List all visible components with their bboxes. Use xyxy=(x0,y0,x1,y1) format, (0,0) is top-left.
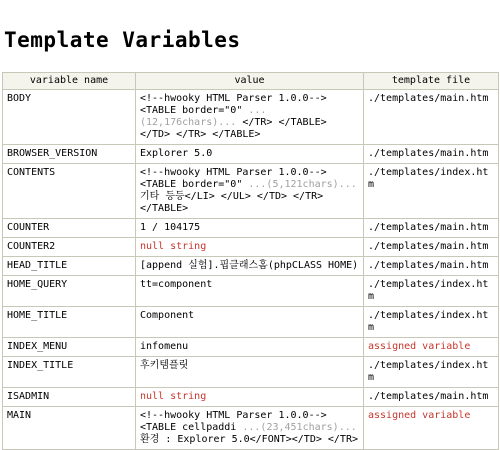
template-file-cell: ./templates/index.htm xyxy=(364,357,499,388)
variable-name-cell: BODY xyxy=(3,90,136,145)
variable-name-cell: ISADMIN xyxy=(3,388,136,407)
truncation-note: ...(23,451chars)... xyxy=(242,422,357,433)
variable-value-cell xyxy=(136,90,364,145)
table-row xyxy=(3,307,499,338)
variable-name-cell: HOME_TITLE xyxy=(3,307,136,338)
variable-name-cell: INDEX_MENU xyxy=(3,338,136,357)
value-text-tail: 환경 : Explorer 5.0</FONT></TD> </TR> xyxy=(140,434,358,445)
table-row xyxy=(3,388,499,407)
template-file-cell: ./templates/main.htm xyxy=(364,257,499,276)
table-row xyxy=(3,238,499,257)
variable-name-cell: HOME_QUERY xyxy=(3,276,136,307)
value-text: infomenu xyxy=(140,341,189,352)
variable-value-cell xyxy=(136,307,364,338)
template-file-cell: ./templates/index.htm xyxy=(364,164,499,219)
variable-name-cell: BROWSER_VERSION xyxy=(3,145,136,164)
variable-value-cell xyxy=(136,164,364,219)
value-text: <!--hwooky HTML Parser 1.0.0--> <TABLE cellpaddi xyxy=(140,410,327,433)
value-text-tail: </TR> </TABLE> </TD> </TR> </TABLE> xyxy=(140,117,327,140)
value-text: null string xyxy=(140,391,207,402)
table-header-row xyxy=(3,73,499,90)
table-row xyxy=(3,145,499,164)
table-row xyxy=(3,338,499,357)
template-file-cell: ./templates/main.htm xyxy=(364,90,499,145)
variable-name-cell: HEAD_TITLE xyxy=(3,257,136,276)
template-file-cell: assigned variable xyxy=(364,338,499,357)
column-header-template-file: template file xyxy=(364,73,499,90)
column-header-value: value xyxy=(136,73,364,90)
table-row xyxy=(3,164,499,219)
value-text: 1 / 104175 xyxy=(140,222,201,233)
table-row xyxy=(3,357,499,388)
page-title: Template Variables xyxy=(4,28,241,52)
variable-name-cell: INDEX_TITLE xyxy=(3,357,136,388)
value-text: [append 실험].핍클래스홈(phpCLASS HOME) xyxy=(140,260,359,271)
template-file-cell: assigned variable xyxy=(364,407,499,450)
template-file-cell: ./templates/main.htm xyxy=(364,238,499,257)
value-text: null string xyxy=(140,241,207,252)
value-text: tt=component xyxy=(140,279,213,290)
value-text: 후키템플릿 xyxy=(140,360,189,371)
template-file-cell: ./templates/main.htm xyxy=(364,145,499,164)
table-row xyxy=(3,90,499,145)
variable-name-cell: CONTENTS xyxy=(3,164,136,219)
variable-value-cell xyxy=(136,257,364,276)
table-row xyxy=(3,219,499,238)
template-file-cell: ./templates/index.htm xyxy=(364,276,499,307)
template-file-cell: ./templates/index.htm xyxy=(364,307,499,338)
variable-value-cell xyxy=(136,219,364,238)
table-row xyxy=(3,257,499,276)
value-text: <!--hwooky HTML Parser 1.0.0--> <TABLE border="0" xyxy=(140,167,327,190)
variable-name-cell: COUNTER xyxy=(3,219,136,238)
variable-value-cell xyxy=(136,338,364,357)
template-file-cell: ./templates/main.htm xyxy=(364,219,499,238)
variable-value-cell xyxy=(136,407,364,450)
value-text-tail: 기타 등등</LI> </UL> </TD> </TR> </TABLE> xyxy=(140,191,324,214)
value-text: Explorer 5.0 xyxy=(140,148,213,159)
column-header-variable-name: variable name xyxy=(3,73,136,90)
variable-value-cell xyxy=(136,388,364,407)
table-row xyxy=(3,276,499,307)
truncation-note: ...(5,121chars)... xyxy=(248,179,357,190)
variable-name-cell: MAIN xyxy=(3,407,136,450)
variables-table xyxy=(2,72,499,450)
variable-value-cell xyxy=(136,276,364,307)
truncation-note: ...(12,176chars)... xyxy=(140,105,267,128)
variable-value-cell xyxy=(136,357,364,388)
template-file-cell: ./templates/main.htm xyxy=(364,388,499,407)
variable-value-cell xyxy=(136,238,364,257)
value-text: Component xyxy=(140,310,195,321)
variable-value-cell xyxy=(136,145,364,164)
variable-name-cell: COUNTER2 xyxy=(3,238,136,257)
table-row xyxy=(3,407,499,450)
value-text: <!--hwooky HTML Parser 1.0.0--> <TABLE border="0" xyxy=(140,93,327,116)
